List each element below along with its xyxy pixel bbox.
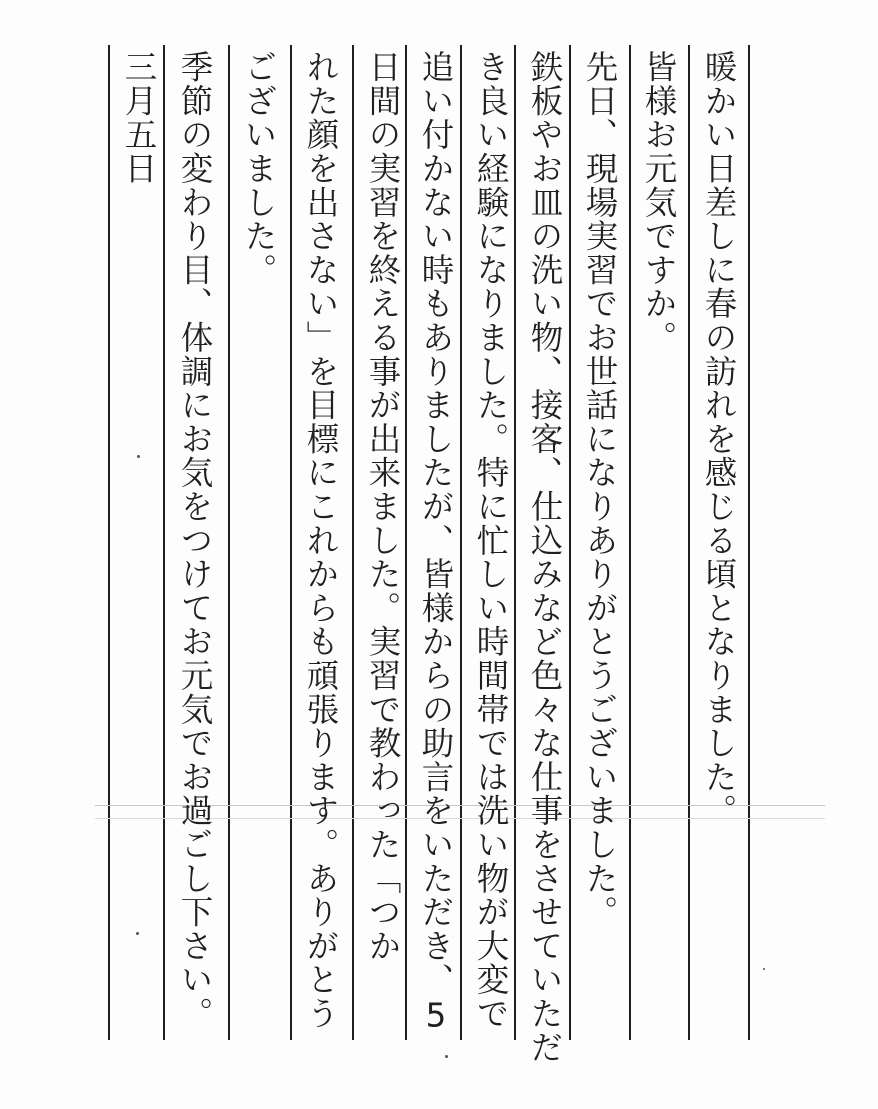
letter-line-goal: れた顔を出さない」を目標にこれからも頑張ります。ありがとう xyxy=(302,50,340,1031)
scan-speck xyxy=(763,968,765,970)
letter-line-completion: 日間の実習を終える事が出来ました。実習で教わった「つか xyxy=(364,50,402,963)
ruled-line xyxy=(163,45,165,1040)
letter-line-thanks: 先日、現場実習でお世話になりありがとうございました。 xyxy=(581,50,619,929)
letter-line-experience: き良い経験になりました。特に忙しい時間帯では洗い物が大変で xyxy=(472,50,510,1031)
letter-line-how-are-you: 皆様お元気ですか。 xyxy=(640,50,678,355)
letter-line-seasonal-wishes: 季節の変わり目、体調にお気をつけてお元気でお過ごし下さい。 xyxy=(176,50,214,1031)
letter-line-greeting: 暖かい日差しに春の訪れを感じる頃となりました。 xyxy=(700,50,738,828)
ruled-line xyxy=(748,45,750,1040)
letter-date: 三月五日 xyxy=(120,50,158,186)
scan-speck xyxy=(445,1055,448,1058)
letter-line-duties: 鉄板やお皿の洗い物、接客、仕込みなど色々な仕事をさせていただ xyxy=(526,50,564,1064)
scan-speck xyxy=(137,455,140,458)
letter-line-advice: 追い付かない時もありましたが、皆様からの助言をいただき、5 xyxy=(417,50,455,1036)
scan-speck xyxy=(136,932,139,935)
letter-line-closing: ございました。 xyxy=(240,50,278,287)
ruled-line xyxy=(108,45,110,1040)
